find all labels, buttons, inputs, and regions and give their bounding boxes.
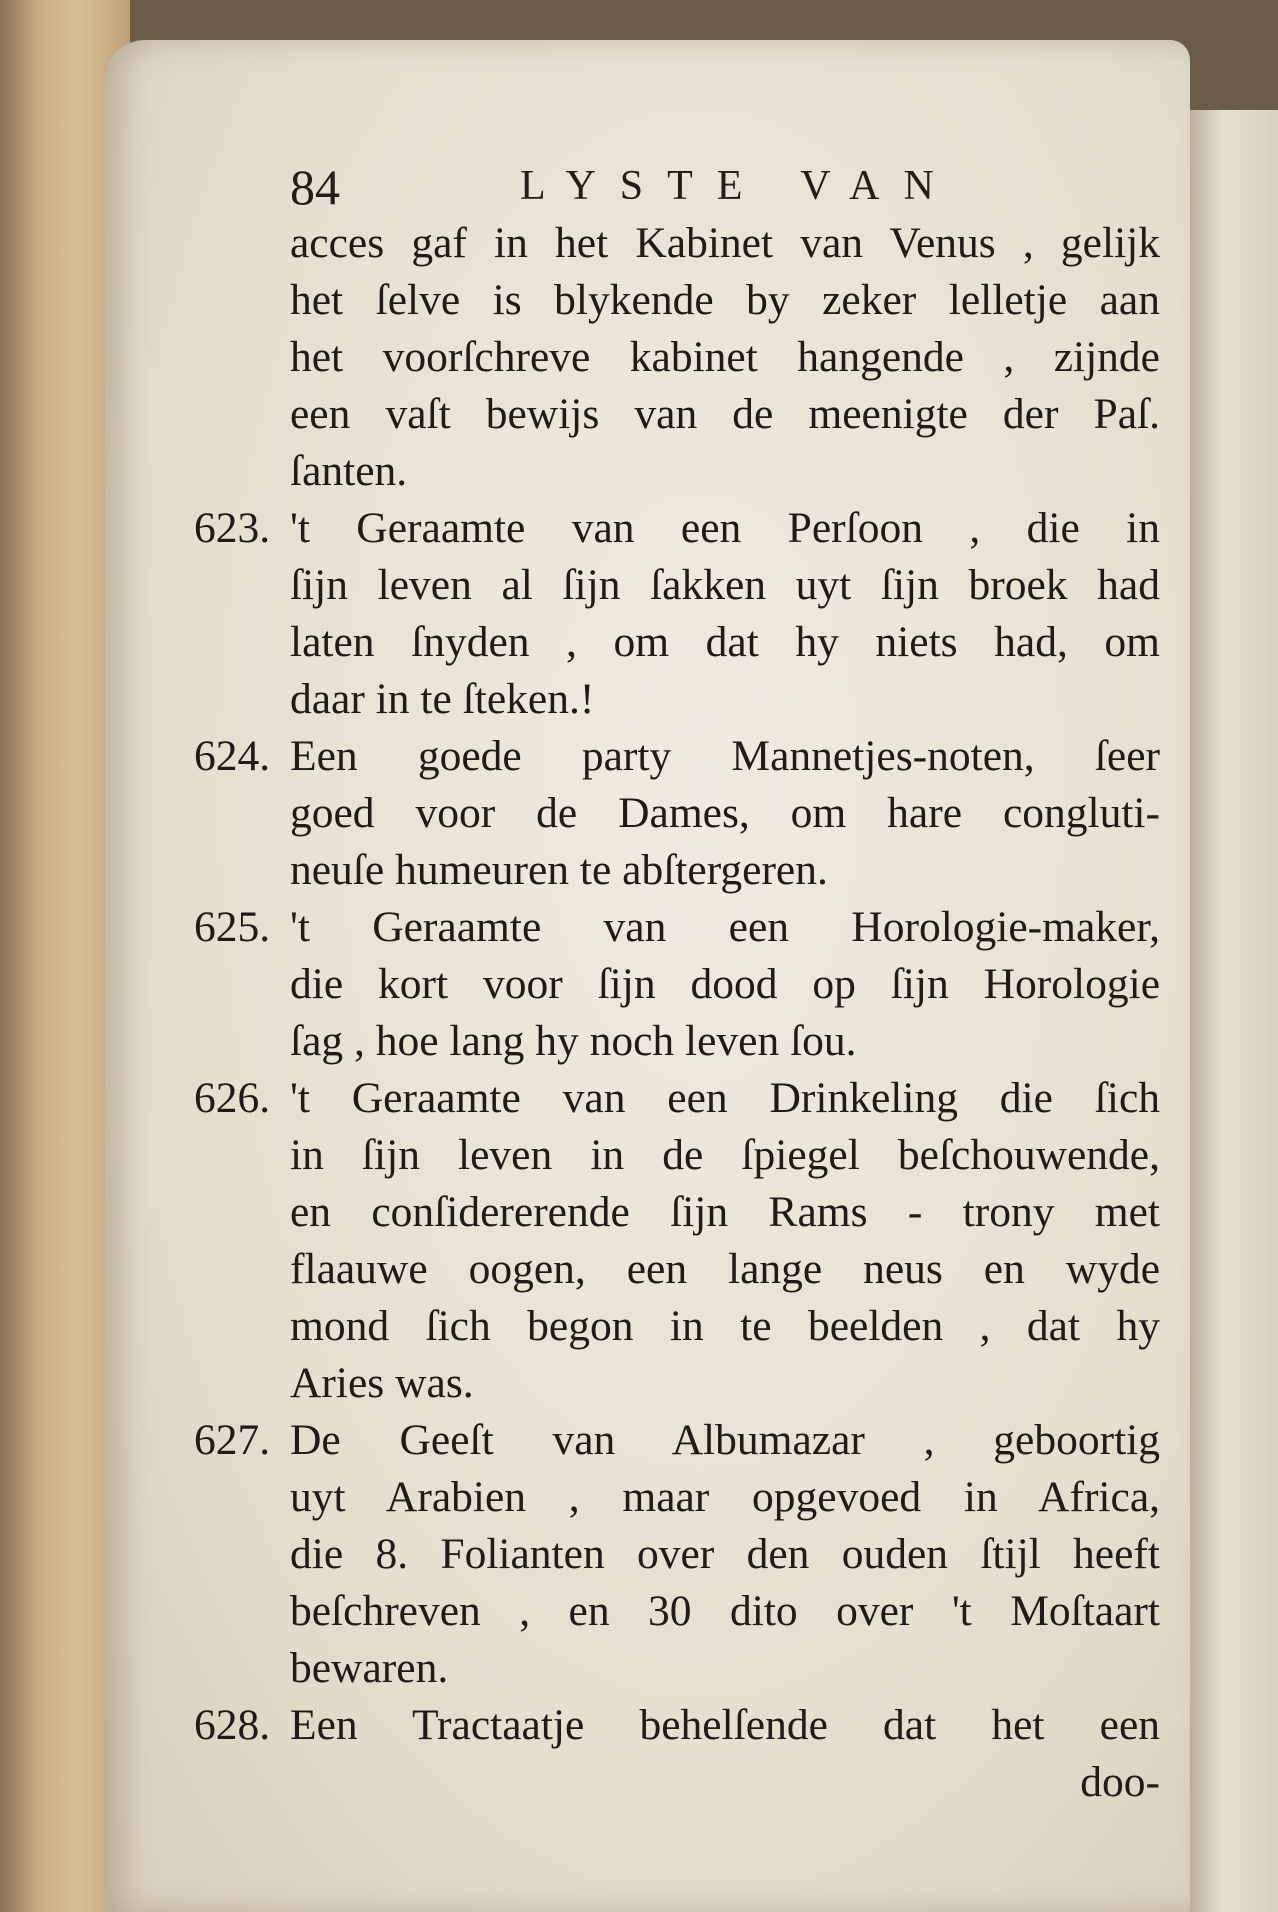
entry-number: 623. [194,504,271,552]
text-line [290,1241,1160,1298]
line-text: flaauwe oogen, een lange neus en wyde [290,1245,1160,1293]
text-line [194,1070,1160,1127]
line-text: goed voor de Dames, om hare congluti- [290,789,1160,837]
line-text: 't Geraamte van een Perſoon , die in [290,504,1160,552]
line-text: en conſidererende ſijn Rams - trony met [290,1188,1160,1236]
text-line [290,1526,1160,1583]
text-line [290,1469,1160,1526]
text-line [290,443,1160,500]
text-line [290,1013,1160,1070]
line-text: Een goede party Mannetjes-noten, ſeer [290,732,1160,780]
line-text: 't Geraamte van een Horologie-maker, [290,903,1160,951]
line-text: neuſe humeuren te abſtergeren. [290,846,828,894]
line-text: laten ſnyden , om dat hy niets had, om [290,618,1160,666]
text-line [290,329,1160,386]
body-text [194,215,1160,1811]
text-line [290,785,1160,842]
page-number: 84 [290,159,340,215]
text-line [290,1298,1160,1355]
line-text: in ſijn leven in de ſpiegel beſchouwende, [290,1131,1160,1179]
line-text: Een Tractaatje behelſende dat het een [290,1701,1160,1749]
entry-number: 624. [194,732,271,780]
text-line [290,272,1160,329]
page-header [290,158,1150,218]
text-line [290,842,1160,899]
facing-page-edge [1188,110,1278,1912]
line-text: het voorſchreve kabinet hangende , zijnde [290,333,1160,381]
line-text: die 8. Folianten over den ouden ſtijl heeft [290,1530,1160,1578]
line-text: het ſelve is blykende by zeker lelletje aan [290,276,1160,324]
line-text: ſanten. [290,447,408,495]
text-line [290,956,1160,1013]
line-text: daar in te ſteken.! [290,675,595,723]
text-line [194,500,1160,557]
text-line [290,1355,1160,1412]
text-line [290,614,1160,671]
line-text: De Geeſt van Albumazar , geboortig [290,1416,1160,1464]
text-line [290,1754,1160,1811]
line-text: uyt Arabien , maar opgevoed in Africa, [290,1473,1160,1521]
line-text: ſijn leven al ſijn ſakken uyt ſijn broek had [290,561,1160,609]
text-line [290,671,1160,728]
entry-number: 625. [194,903,271,951]
running-head: LYSTE VAN [520,163,958,209]
line-text: 't Geraamte van een Drinkeling die ſich [290,1074,1160,1122]
entry-number: 626. [194,1074,271,1122]
text-line [290,386,1160,443]
text-line [194,1412,1160,1469]
entry-number: 628. [194,1701,271,1749]
text-line [290,1127,1160,1184]
text-line [290,1640,1160,1697]
line-text: acces gaf in het Kabinet van Venus , gelijk [290,219,1160,267]
entry-number: 627. [194,1416,271,1464]
text-line [290,1184,1160,1241]
text-line [290,215,1160,272]
text-line [194,1697,1160,1754]
text-line [290,1583,1160,1640]
line-text: een vaſt bewijs van de meenigte der Paſ. [290,390,1160,438]
line-text: beſchreven , en 30 dito over 't Moſtaart [290,1587,1160,1635]
line-text: doo- [1080,1758,1160,1806]
line-text: Aries was. [290,1359,474,1407]
line-text: mond ſich begon in te beelden , dat hy [290,1302,1160,1350]
line-text: die kort voor ſijn dood op ſijn Horologie [290,960,1160,1008]
text-line [194,899,1160,956]
line-text: bewaren. [290,1644,449,1692]
text-line [290,557,1160,614]
text-line [194,728,1160,785]
line-text: ſag , hoe lang hy noch leven ſou. [290,1017,857,1065]
